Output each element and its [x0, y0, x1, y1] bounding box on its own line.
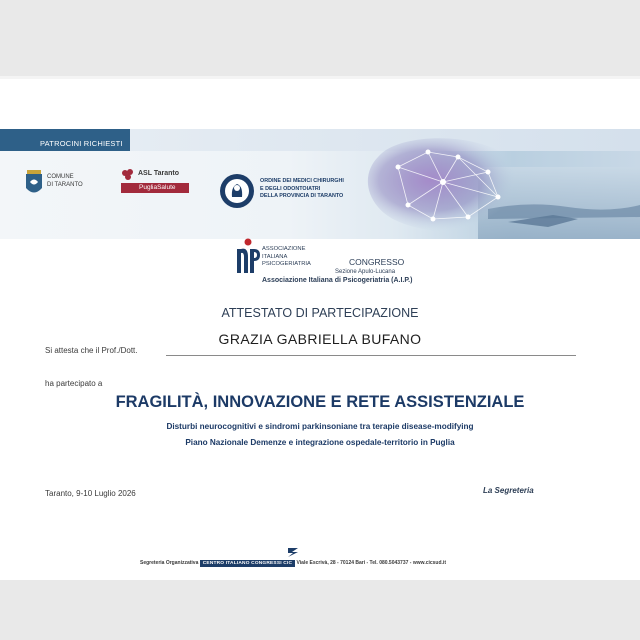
asl-title: ASL Taranto [138, 170, 179, 177]
top-strip [0, 76, 640, 79]
cic-logo-icon [288, 548, 298, 557]
event-subtitle-2: Piano Nazionale Demenze e integrazione ospedale-territorio in Puglia [185, 438, 455, 447]
comune-line1: COMUNE [47, 174, 74, 180]
sezione-label: Sezione Apulo-Lucana [335, 269, 396, 275]
ha-partecipato-label: ha partecipato a [45, 379, 103, 388]
patrocini-label: PATROCINI RICHIESTI [40, 139, 123, 148]
comune-line2: DI TARANTO [47, 182, 83, 188]
ordine-line3: DELLA PROVINCIA DI TARANTO [260, 193, 344, 199]
congresso-label: CONGRESSO [349, 257, 405, 267]
aip-line1: ASSOCIAZIONE [262, 246, 306, 252]
footer-line [140, 560, 446, 567]
comune-text [47, 173, 83, 189]
asl-logo-icon [120, 168, 136, 182]
asl-badge: PugliaSalute [121, 183, 189, 193]
signature-label: La Segreteria [483, 486, 534, 495]
certificate-heading: ATTESTATO DI PARTECIPAZIONE [221, 306, 419, 320]
certificate-page [0, 76, 640, 580]
ordine-line2: E DEGLI ODONTOIATRI [260, 185, 321, 192]
place-date: Taranto, 9-10 Luglio 2026 [45, 489, 136, 498]
name-underline [166, 355, 576, 356]
aip-logo-icon [236, 237, 260, 275]
aip-line2: ITALIANA [262, 253, 288, 260]
ordine-line1: ORDINE DEI MEDICI CHIRURGHI [260, 178, 344, 184]
event-title: FRAGILITÀ, INNOVAZIONE E RETE ASSISTENZIALE [115, 393, 525, 411]
event-subtitle-1: Disturbi neurocognitivi e sindromi parkinsoniane tra terapie disease-modifying [166, 422, 474, 431]
brain-network-illustration [338, 129, 640, 239]
aip-full-name: Associazione Italiana di Psicogeriatria (A.I.P.) [262, 277, 413, 284]
footer-company-badge: CENTRO ITALIANO CONGRESSI CIC [200, 560, 295, 567]
sponsor-header [0, 129, 640, 239]
ordine-medici-seal-icon [219, 173, 255, 209]
si-attesta-label: Si attesta che il Prof./Dott. [45, 346, 138, 355]
ordine-text [260, 178, 344, 201]
comune-crest-icon [24, 168, 44, 198]
footer-label: Segreteria Organizzativa [140, 560, 199, 566]
aip-line3: PSICOGERIATRIA [262, 261, 311, 267]
footer-address: Viale Escrivà, 28 - 70124 Bari - Tel. 080.5043737 - www.cicsud.it [296, 560, 446, 566]
participant-name: GRAZIA GABRIELLA BUFANO [218, 331, 422, 347]
aip-text [262, 246, 311, 269]
